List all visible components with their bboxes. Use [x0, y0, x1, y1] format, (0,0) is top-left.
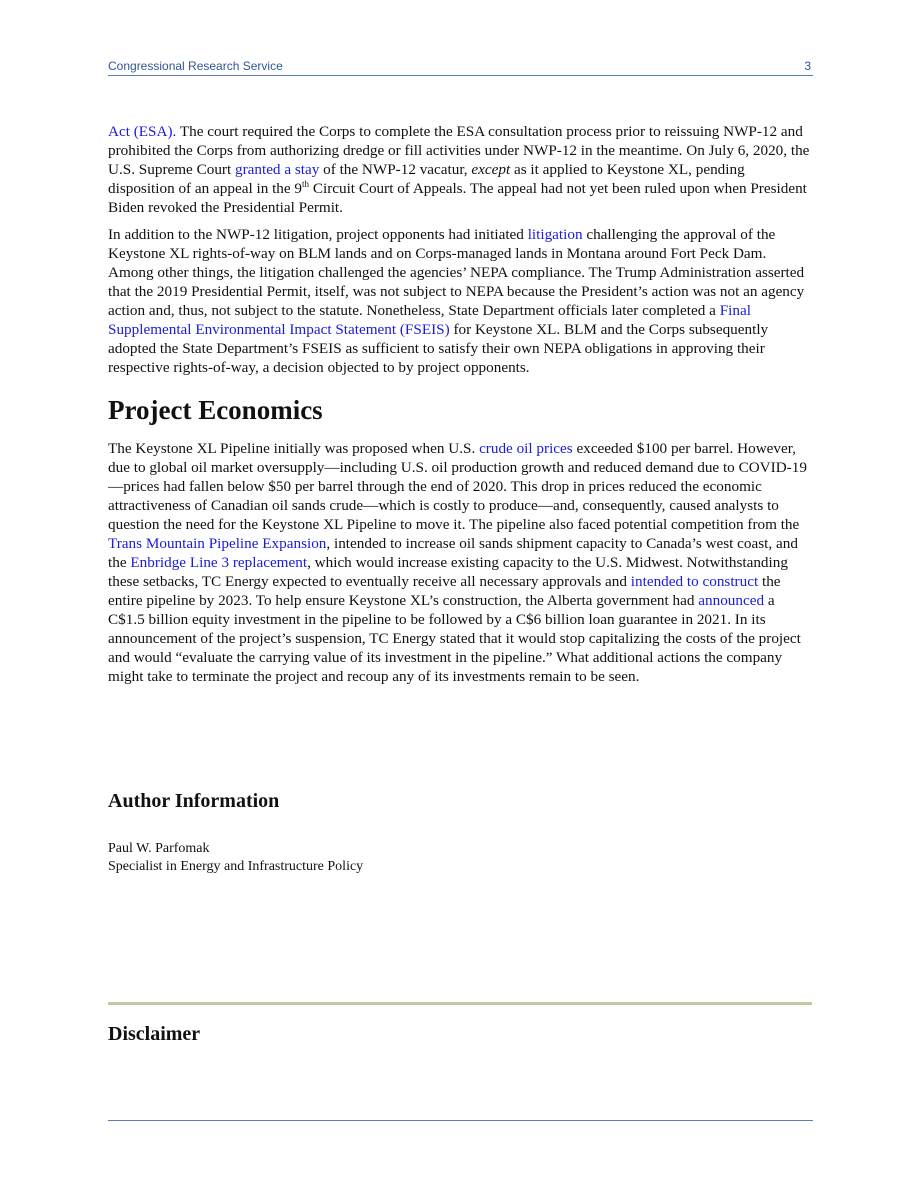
paragraph-nwp12-court: [108, 122, 814, 217]
author-name: Paul W. Parfomak: [108, 841, 210, 856]
p3-text-4: , which would increase existing capacity to the U.S. Midwest. Notwithstanding these setbacks, TC Energy expected to eventually receive all necessary approvals and: [108, 554, 788, 590]
disclaimer-divider: [108, 1002, 812, 1005]
link-intended-to-construct[interactable]: intended to construct: [630, 573, 759, 590]
p1-text-3: as it applied to Keystone XL, pending disposition of an appeal in the 9: [108, 161, 745, 197]
p2-text-3: for Keystone XL. BLM and the Corps subsequently adopted the State Department’s FSEIS as sufficient to satisfy their own NEPA obligations in approving their respective rights-of-way, a decision objected to by project opponents.: [108, 321, 769, 376]
paragraph-litigation: [108, 225, 814, 377]
link-enbridge-line-3[interactable]: Enbridge Line 3 replacement: [130, 554, 308, 571]
link-fseis[interactable]: Final Supplemental Environmental Impact Statement (FSEIS): [108, 302, 751, 338]
main-content: [108, 122, 814, 694]
link-granted-a-stay[interactable]: granted a stay: [234, 161, 320, 178]
p3-text-2: exceeded $100 per barrel. However, due to global oil market oversupply—including U.S. oil production growth and reduced demand due to COVID-19—prices had fallen below $50 per barrel through the end of 2020. This drop in prices reduced the economic attractiveness of Canadian oil sands crude—which is costly to produce—and, consequently, caused analysts to question the need for the Keystone XL Pipeline to move it. The pipeline also faced potential competition from the: [108, 440, 807, 533]
section-title-project-economics: Project Economics: [108, 395, 323, 425]
p1-text-2: of the NWP-12 vacatur,: [319, 161, 472, 178]
link-act-esa[interactable]: Act (ESA).: [108, 123, 177, 140]
p2-text-2: challenging the approval of the Keystone XL rights-of-way on BLM lands and on Corps-managed lands in Montana around Fort Peck Dam. Among other things, the litigation challenged the agencies’ NEPA compliance. The Trump Administration asserted that the 2019 Presidential Permit, itself, was not subject to NEPA because the President’s action was not an agency action and, thus, not subject to the statute. Nonetheless, State Department officials later completed a: [108, 226, 805, 319]
disclaimer-heading: Disclaimer: [108, 1023, 201, 1045]
p3-text-1: The Keystone XL Pipeline initially was proposed when U.S.: [108, 440, 480, 457]
author-title: Specialist in Energy and Infrastructure Policy: [108, 859, 364, 874]
author-info-block: [108, 840, 363, 876]
page-header: [108, 58, 813, 76]
p1-superscript-th: th: [302, 179, 310, 189]
p1-text-1: The court required the Corps to complete the ESA consultation process prior to reissuing NWP-12 and prohibited the Corps from authorizing dredge or fill activities under NWP-12 in the meantime. On July 6, 2020, the U.S. Supreme Court: [108, 123, 810, 178]
p3-text-5: the entire pipeline by 2023. To help ensure Keystone XL’s construction, the Alberta government had: [108, 573, 781, 609]
page-number: 3: [804, 59, 811, 73]
p2-text-1: In addition to the NWP-12 litigation, project opponents had initiated: [108, 226, 528, 243]
header-org-name: Congressional Research Service: [108, 59, 283, 73]
author-information-heading: Author Information: [108, 790, 280, 812]
footer-divider: [108, 1120, 813, 1121]
p1-text-4: Circuit Court of Appeals. The appeal had not yet been ruled upon when President Biden revoked the Presidential Permit.: [108, 180, 807, 216]
link-trans-mountain[interactable]: Trans Mountain Pipeline Expansion: [108, 535, 327, 552]
link-crude-oil-prices[interactable]: crude oil prices: [479, 440, 573, 457]
p3-text-6: a C$1.5 billion equity investment in the pipeline to be followed by a C$6 billion loan guarantee in 2021. In its announcement of the project’s suspension, TC Energy stated that it would stop capitalizing the costs of the project and would “evaluate the carrying value of its investment in the pipeline.” What additional actions the company might take to terminate the project and recoup any of its investments remain to be seen.: [108, 592, 801, 685]
link-announced[interactable]: announced: [698, 592, 765, 609]
p1-emphasis-except: except: [471, 161, 511, 178]
paragraph-project-economics: [108, 439, 814, 686]
p3-text-3: , intended to increase oil sands shipment capacity to Canada’s west coast, and the: [108, 535, 798, 571]
link-litigation[interactable]: litigation: [527, 226, 583, 243]
